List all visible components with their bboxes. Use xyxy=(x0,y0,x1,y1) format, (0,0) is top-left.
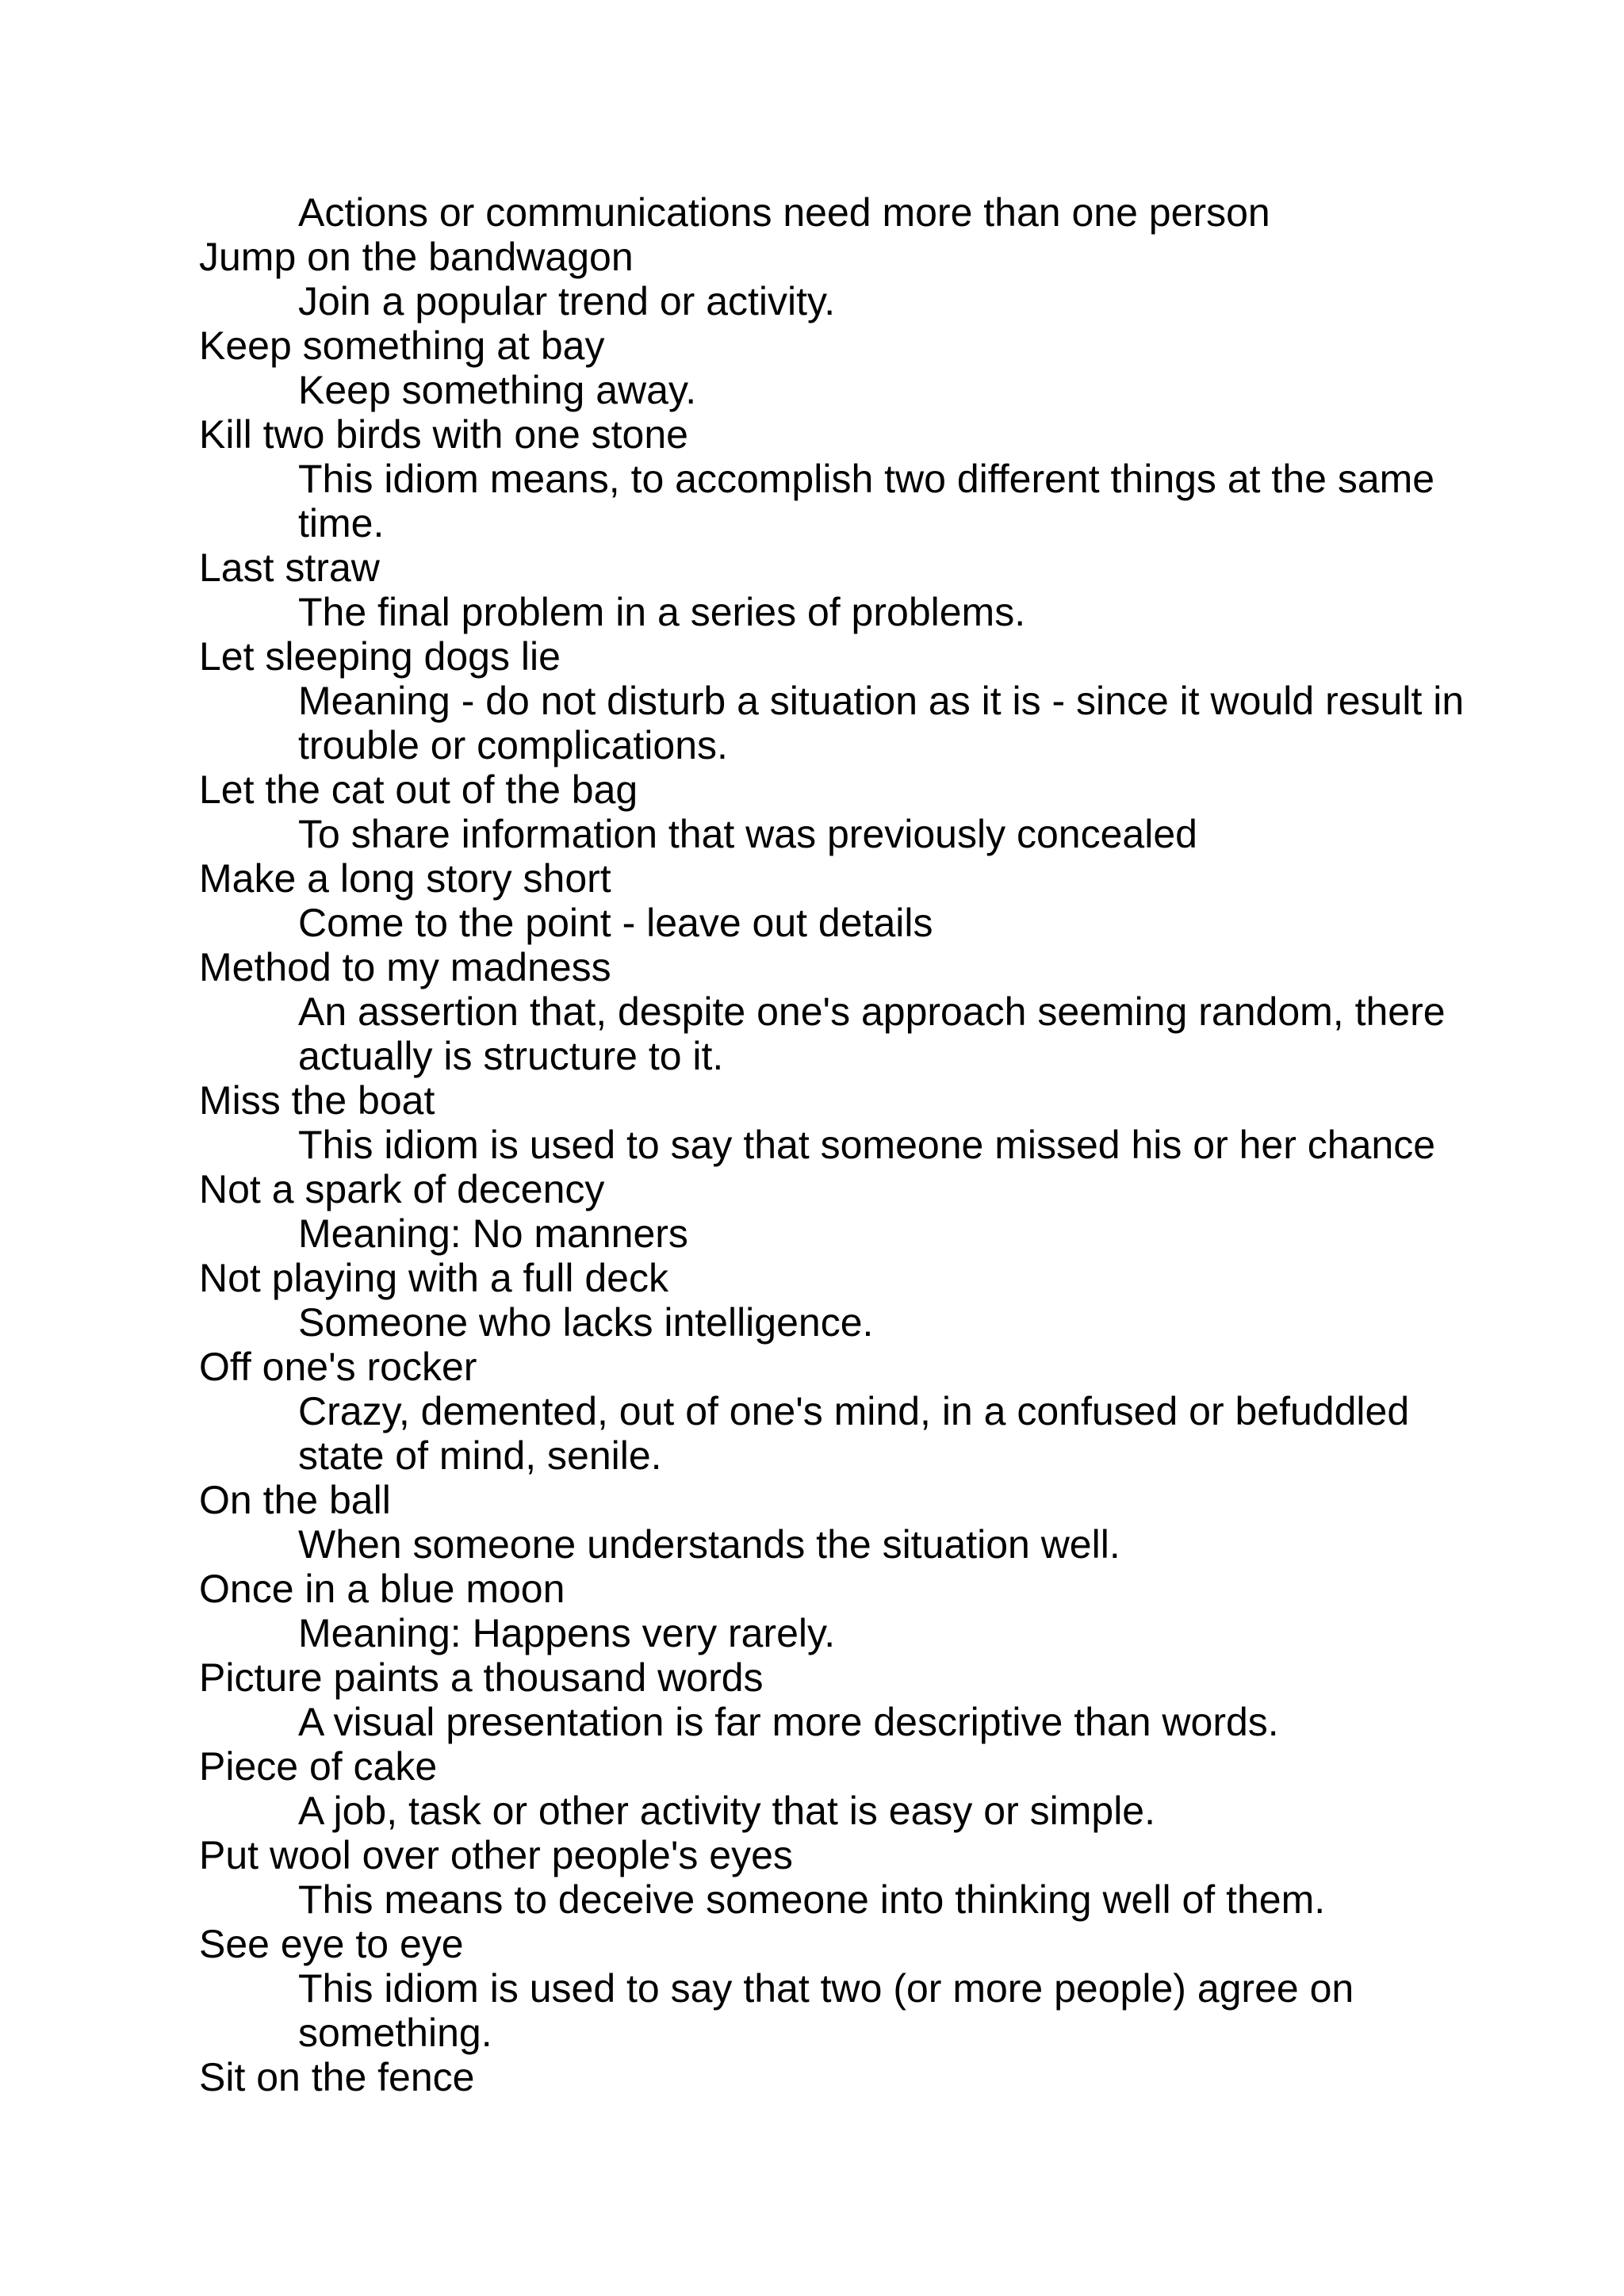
idiom-term: Not a spark of decency xyxy=(199,1167,605,1211)
idiom-definition-line: state of mind, senile. xyxy=(298,1433,662,1478)
idiom-definition-line: When someone understands the situation well. xyxy=(298,1522,1120,1567)
idiom-term: Picture paints a thousand words xyxy=(199,1655,764,1700)
idiom-definition-line: To share information that was previously concealed xyxy=(298,812,1197,856)
idiom-term: Put wool over other people's eyes xyxy=(199,1833,793,1877)
idiom-definition-line: The final problem in a series of problems. xyxy=(298,590,1026,634)
idiom-definition-line: This means to deceive someone into thinking well of them. xyxy=(298,1877,1326,1922)
idiom-definition-line: time. xyxy=(298,501,385,545)
idiom-definition-line: Join a popular trend or activity. xyxy=(298,279,836,323)
idiom-definition-line: Meaning: No manners xyxy=(298,1211,688,1256)
idiom-term: Once in a blue moon xyxy=(199,1567,565,1611)
idiom-term: See eye to eye xyxy=(199,1922,464,1966)
idiom-definition-line: Crazy, demented, out of one's mind, in a confused or befuddled xyxy=(298,1389,1410,1433)
idiom-definition-line: Someone who lacks intelligence. xyxy=(298,1300,874,1345)
idiom-definition-line: This idiom is used to say that someone missed his or her chance xyxy=(298,1123,1436,1167)
idiom-term: Not playing with a full deck xyxy=(199,1256,668,1300)
idiom-term: Piece of cake xyxy=(199,1744,438,1789)
idiom-term: Method to my madness xyxy=(199,945,611,989)
idiom-definition-line: This idiom is used to say that two (or more people) agree on xyxy=(298,1966,1354,2011)
idiom-term: Last straw xyxy=(199,545,380,590)
idiom-term: Off one's rocker xyxy=(199,1345,477,1389)
idiom-definition-line: A visual presentation is far more descriptive than words. xyxy=(298,1700,1279,1744)
idiom-definition-line: Actions or communications need more than one person xyxy=(298,190,1270,235)
idiom-definition-line: trouble or complications. xyxy=(298,723,728,767)
idiom-term: Miss the boat xyxy=(199,1078,435,1123)
idiom-definition-line: An assertion that, despite one's approach seeming random, there xyxy=(298,989,1446,1034)
idiom-definition-line: Keep something away. xyxy=(298,368,697,412)
idiom-definition-line: actually is structure to it. xyxy=(298,1034,724,1078)
idiom-definition-line: Meaning - do not disturb a situation as it is - since it would result in xyxy=(298,679,1465,723)
idiom-term: Jump on the bandwagon xyxy=(199,235,634,279)
idiom-term: Make a long story short xyxy=(199,856,611,901)
idiom-definition-line: This idiom means, to accomplish two different things at the same xyxy=(298,457,1435,501)
idiom-term: Keep something at bay xyxy=(199,323,605,368)
idiom-definition-line: Meaning: Happens very rarely. xyxy=(298,1611,836,1655)
idiom-term: Let the cat out of the bag xyxy=(199,767,638,812)
idiom-term: Kill two birds with one stone xyxy=(199,412,688,457)
idiom-list xyxy=(199,190,1468,2099)
idiom-definition-line: Come to the point - leave out details xyxy=(298,901,933,945)
idiom-definition-line: something. xyxy=(298,2011,492,2055)
idiom-definition-line: A job, task or other activity that is easy or simple. xyxy=(298,1789,1156,1833)
idiom-term: On the ball xyxy=(199,1478,391,1522)
idiom-term: Sit on the fence xyxy=(199,2055,475,2099)
idiom-term: Let sleeping dogs lie xyxy=(199,634,561,679)
